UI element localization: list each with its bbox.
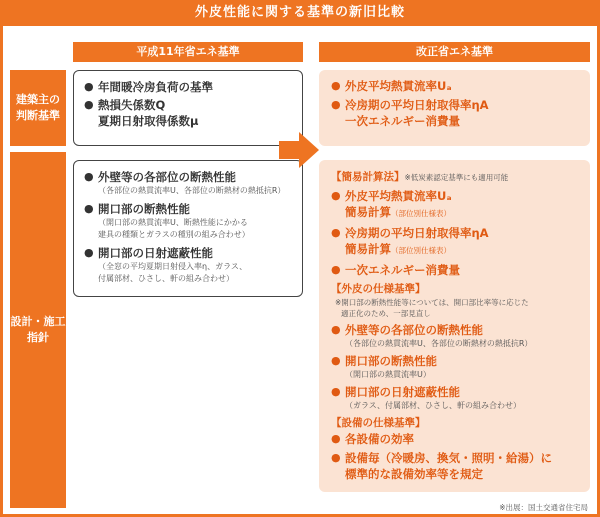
list-item-text bbox=[345, 450, 552, 482]
list-item-text: 外皮平均熱貫流率Uₐ bbox=[345, 79, 452, 93]
section-heading-note: ※低炭素認定基準にも適用可能 bbox=[404, 173, 509, 182]
list-item bbox=[84, 97, 296, 129]
bullet-icon: ● bbox=[84, 246, 94, 259]
list-item-line: 一次エネルギー消費量 bbox=[345, 114, 460, 128]
old-guideline-box bbox=[73, 160, 303, 297]
bullet-icon: ● bbox=[331, 98, 341, 111]
list-item-text: 開口部の日射遮蔽性能 bbox=[98, 246, 213, 260]
list-item-text: 開口部の日射遮蔽性能 bbox=[345, 385, 460, 399]
list-item-line: 簡易計算 bbox=[345, 205, 391, 219]
list-item-note: （開口部の熱貫流率U、断熱性能にかかる bbox=[98, 218, 248, 227]
arrow-right-icon bbox=[279, 130, 319, 170]
list-item-line: 夏期日射取得係数μ bbox=[98, 114, 199, 128]
section-note: 適正化のため、一部見直し bbox=[341, 309, 431, 318]
list-item bbox=[331, 450, 584, 482]
list-item-text: 外壁等の各部位の断熱性能 bbox=[98, 170, 236, 184]
bullet-icon: ● bbox=[84, 202, 94, 215]
list-item-note: （開口部の熱貫流率U） bbox=[345, 370, 431, 379]
row-label-judgment bbox=[10, 70, 66, 146]
list-item bbox=[331, 322, 584, 338]
list-item-note: （全窓の平均夏期日射侵入率η、ガラス、 bbox=[98, 262, 248, 271]
list-item bbox=[331, 97, 584, 129]
list-item-text: 年間暖冷房負荷の基準 bbox=[98, 80, 213, 94]
list-item bbox=[84, 169, 296, 185]
list-item-line: 簡易計算 bbox=[345, 242, 391, 256]
list-item-text: 一次エネルギー消費量 bbox=[345, 263, 460, 277]
list-item-line: 冷房期の平均日射取得率ηA bbox=[345, 98, 489, 112]
list-item bbox=[331, 78, 584, 94]
list-item-note: （部位別仕様表） bbox=[391, 209, 451, 218]
list-item bbox=[331, 225, 584, 259]
bullet-icon: ● bbox=[331, 451, 341, 464]
bullet-icon: ● bbox=[331, 385, 341, 398]
list-item-note: （部位別仕様表） bbox=[391, 246, 451, 255]
list-item-note: 付属部材、ひさし、軒の組み合わせ） bbox=[98, 274, 234, 283]
list-item-text: 各設備の効率 bbox=[345, 432, 414, 446]
section-note: ※開口部の断熱性能等については、開口部比率等に応じた bbox=[335, 298, 529, 307]
list-item-text: 開口部の断熱性能 bbox=[345, 354, 437, 368]
list-item-note: （各部位の熱貫流率U、各部位の断熱材の熱抵抗R） bbox=[345, 339, 533, 348]
list-item-text bbox=[98, 97, 198, 129]
section-heading-simple-calc bbox=[331, 170, 584, 185]
list-item-line: 熱損失係数Q bbox=[98, 98, 166, 112]
bullet-icon: ● bbox=[331, 323, 341, 336]
section-heading-text: 【簡易計算法】 bbox=[331, 171, 405, 183]
list-item bbox=[331, 353, 584, 369]
list-item-line: 標準的な設備効率等を規定 bbox=[345, 467, 483, 481]
column-header-old: 平成11年省エネ基準 bbox=[73, 42, 303, 62]
list-item-line: 冷房期の平均日射取得率ηA bbox=[345, 226, 489, 240]
bullet-icon: ● bbox=[331, 354, 341, 367]
list-item-note: （各部位の熱貫流率U、各部位の断熱材の熱抵抗R） bbox=[98, 186, 286, 195]
list-item-line: 設備毎（冷暖房、換気・照明・給湯）に bbox=[345, 451, 552, 465]
new-guideline-box bbox=[319, 160, 590, 492]
list-item-text bbox=[345, 188, 452, 222]
column-header-new: 改正省エネ基準 bbox=[319, 42, 590, 62]
list-item bbox=[84, 245, 296, 261]
bullet-icon: ● bbox=[84, 98, 94, 111]
source-note: ※出展：国土交通省住宅局 bbox=[499, 503, 588, 512]
bullet-icon: ● bbox=[84, 170, 94, 183]
section-heading-equipment-spec: 【設備の仕様基準】 bbox=[331, 417, 426, 429]
bullet-icon: ● bbox=[331, 226, 341, 239]
list-item-text bbox=[345, 225, 489, 259]
row-label-guideline bbox=[10, 152, 66, 508]
old-judgment-box bbox=[73, 70, 303, 146]
list-item-note: 建具の種類とガラスの種別の組み合わせ） bbox=[98, 230, 250, 239]
list-item-text: 外壁等の各部位の断熱性能 bbox=[345, 323, 483, 337]
section-heading-envelope-spec: 【外皮の仕様基準】 bbox=[331, 283, 426, 295]
bullet-icon: ● bbox=[331, 432, 341, 445]
list-item-text bbox=[345, 97, 489, 129]
bullet-icon: ● bbox=[84, 80, 94, 93]
list-item-line: 外皮平均熱貫流率Uₐ bbox=[345, 189, 452, 203]
list-item bbox=[84, 79, 296, 95]
row-label-guideline-text: 設計・施工 指針 bbox=[10, 314, 66, 344]
list-item bbox=[331, 384, 584, 400]
list-item bbox=[84, 201, 296, 217]
list-item-text: 開口部の断熱性能 bbox=[98, 202, 190, 216]
list-item bbox=[331, 262, 584, 278]
list-item bbox=[331, 431, 584, 447]
figure-title: 外皮性能に関する基準の新旧比較 bbox=[0, 0, 600, 26]
bullet-icon: ● bbox=[331, 189, 341, 202]
new-judgment-box bbox=[319, 70, 590, 146]
list-item bbox=[331, 188, 584, 222]
list-item-note: （ガラス、付属部材、ひさし、軒の組み合わせ） bbox=[345, 401, 521, 410]
row-label-judgment-text: 建築主の 判断基準 bbox=[16, 92, 60, 122]
bullet-icon: ● bbox=[331, 263, 341, 276]
bullet-icon: ● bbox=[331, 79, 341, 92]
